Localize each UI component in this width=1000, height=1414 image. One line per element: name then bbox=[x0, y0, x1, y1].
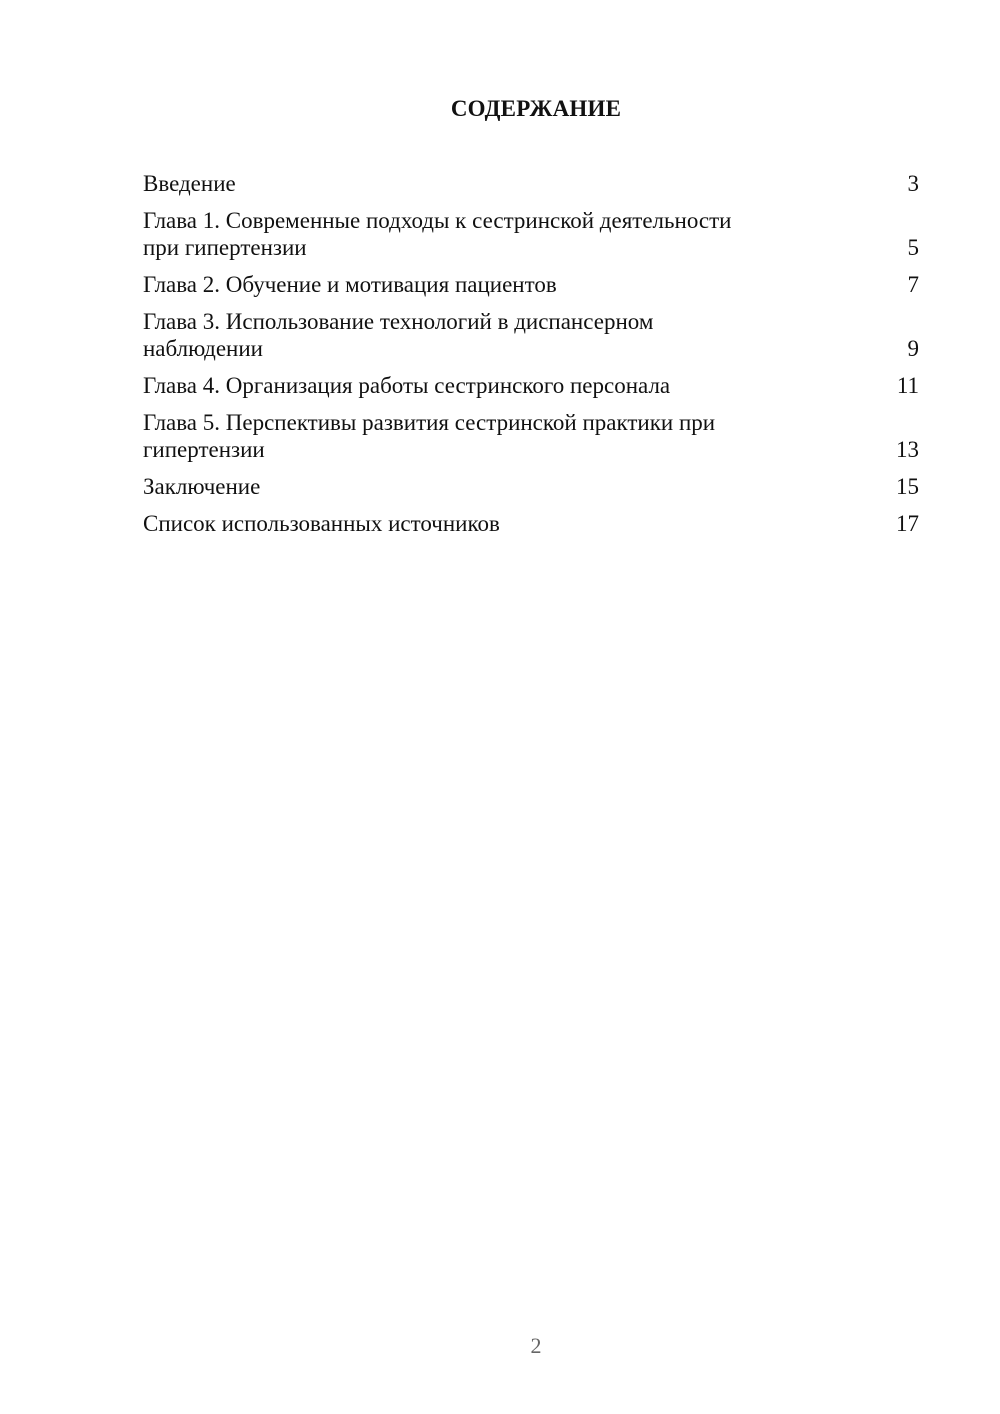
toc-entry-chapter-5 bbox=[143, 409, 919, 463]
table-of-contents bbox=[143, 170, 919, 547]
toc-entry-title: Глава 4. Организация работы сестринского персонала bbox=[143, 373, 671, 398]
toc-entry-title: Глава 1. Современные подходы к сестринской деятельности при гипертензии bbox=[143, 208, 732, 260]
toc-entry-title: Глава 3. Использование технологий в диспансерном наблюдении bbox=[143, 309, 654, 361]
toc-entry-chapter-2 bbox=[143, 271, 919, 298]
toc-entry-title: Глава 5. Перспективы развития сестринской практики при гипертензии bbox=[143, 410, 716, 462]
toc-entry-title: Глава 2. Обучение и мотивация пациентов bbox=[143, 272, 557, 297]
toc-entry-page: 13 bbox=[896, 437, 919, 462]
toc-entry-page: 5 bbox=[907, 235, 919, 260]
toc-entry-title: Список использованных источников bbox=[143, 511, 500, 536]
toc-entry-title: Введение bbox=[143, 171, 236, 196]
toc-entry-page: 17 bbox=[896, 511, 919, 536]
toc-entry-conclusion bbox=[143, 473, 919, 500]
page-number: 2 bbox=[530, 1333, 542, 1358]
toc-entry-page: 7 bbox=[907, 272, 919, 297]
toc-entry-page: 3 bbox=[907, 171, 919, 196]
toc-entry-page: 9 bbox=[907, 336, 919, 361]
toc-entry-page: 15 bbox=[896, 474, 919, 499]
toc-entry-page: 11 bbox=[896, 373, 919, 398]
toc-entry-chapter-4 bbox=[143, 372, 919, 399]
toc-entry-title: Заключение bbox=[143, 474, 261, 499]
page-title: СОДЕРЖАНИЕ bbox=[450, 96, 622, 121]
toc-entry-chapter-3 bbox=[143, 308, 919, 362]
toc-entry-introduction bbox=[143, 170, 919, 197]
toc-entry-chapter-1 bbox=[143, 207, 919, 261]
toc-entry-references bbox=[143, 510, 919, 537]
